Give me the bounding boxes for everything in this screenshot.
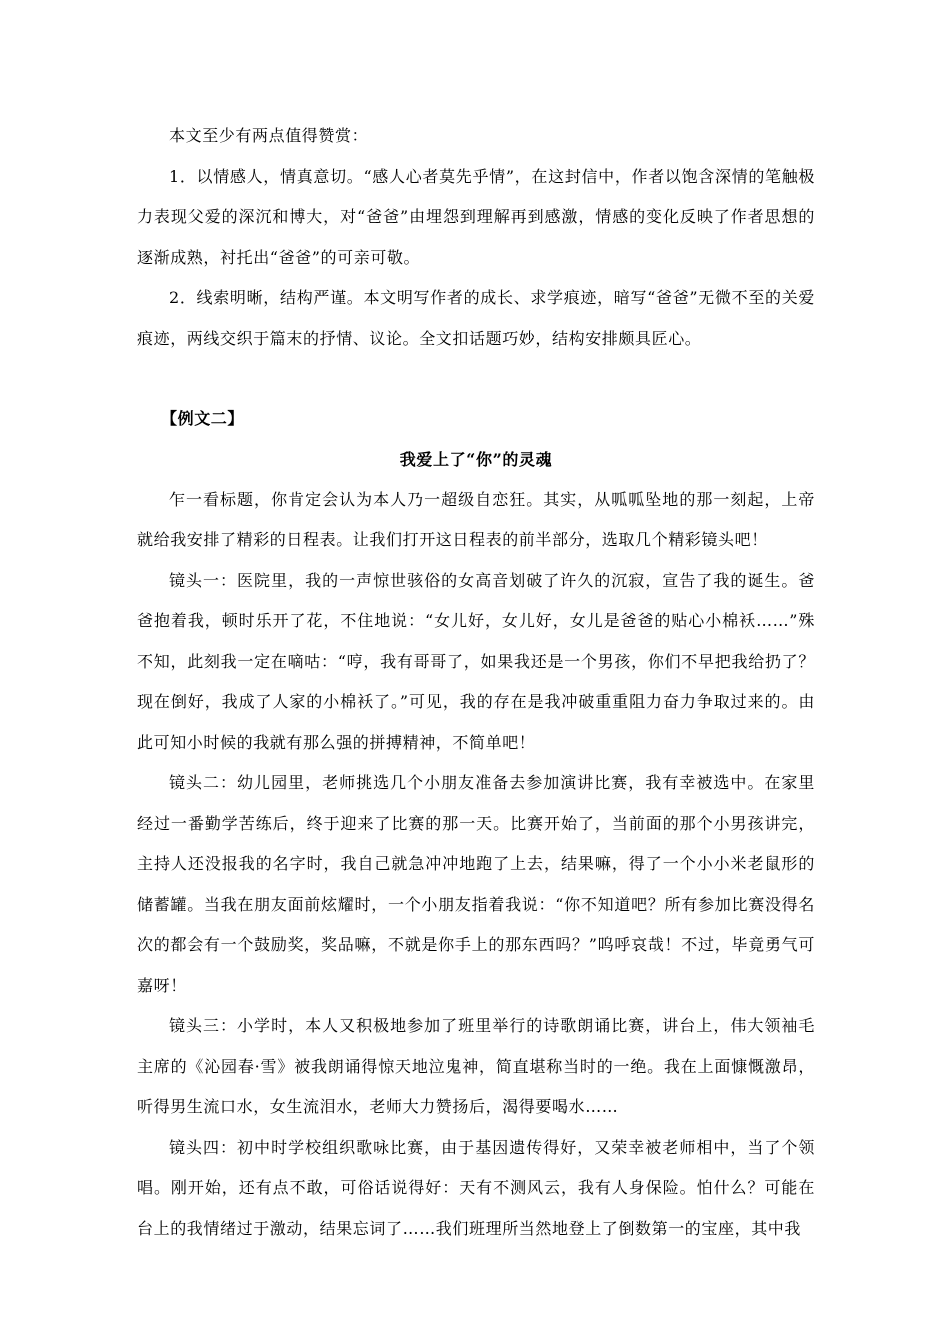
commentary-point-1: 1．以情感人，情真意切。“感人心者莫先乎情”，在这封信中，作者以饱含深情的笔触极力表现父爱的深沉和博大，对“爸爸”由埋怨到理解再到感激，情感的变化反映了作者思想的逐渐成熟，衬托出“爸爸”的可亲可敬。 — [137, 166, 815, 267]
essay-paragraph-scene-4: 镜头四：初中时学校组织歌咏比赛，由于基因遗传得好，又荣幸被老师相中，当了个领唱。刚开始，还有点不敢，可俗话说得好：天有不测风云，我有人身保险。怕什么？可能在台上的我情绪过于激动，结果忘词了……我们班理所当然地登上了倒数第一的宝座，其中我 — [137, 1137, 815, 1238]
section-spacer — [137, 359, 815, 399]
essay-paragraph-intro: 乍一看标题，你肯定会认为本人乃一超级自恋狂。其实，从呱呱坠地的那一刻起，上帝就给我安排了精彩的日程表。让我们打开这日程表的前半部分，选取几个精彩镜头吧！ — [137, 489, 815, 549]
document-body — [137, 116, 815, 1249]
essay-title: 我爱上了“你”的灵魂 — [399, 449, 553, 469]
example-label: 【例文二】 — [161, 409, 245, 428]
commentary-point-2: 2．线索明晰，结构严谨。本文明写作者的成长、求学痕迹，暗写“爸爸”无微不至的关爱痕迹，两线交织于篇末的抒情、议论。全文扣话题巧妙，结构安排颇具匠心。 — [137, 288, 815, 348]
commentary-intro: 本文至少有两点值得赞赏： — [169, 126, 369, 145]
essay-paragraph-scene-1: 镜头一：医院里，我的一声惊世骇俗的女高音划破了许久的沉寂，宣告了我的诞生。爸爸抱着我，顿时乐开了花，不住地说：“女儿好，女儿好，女儿是爸爸的贴心小棉袄……”殊不知，此刻我一定在嘀咕：“哼，我有哥哥了，如果我还是一个男孩，你们不早把我给扔了？现在倒好，我成了人家的小棉袄了。”可见，我的存在是我冲破重重阻力奋力争取过来的。由此可知小时候的我就有那么强的拼搏精神，不简单吧！ — [137, 570, 815, 752]
essay-paragraph-scene-2: 镜头二：幼儿园里，老师挑选几个小朋友准备去参加演讲比赛，我有幸被选中。在家里经过一番勤学苦练后，终于迎来了比赛的那一天。比赛开始了，当前面的那个小男孩讲完，主持人还没报我的名字时，我自己就急冲冲地跑了上去，结果嘛，得了一个小小米老鼠形的储蓄罐。当我在朋友面前炫耀时，一个小朋友指着我说：“你不知道吧？所有参加比赛没得名次的都会有一个鼓励奖，奖品嘛，不就是你手上的那东西吗？”呜呼哀哉！不过，毕竟勇气可嘉呀！ — [137, 773, 815, 995]
essay-paragraph-scene-3: 镜头三：小学时，本人又积极地参加了班里举行的诗歌朗诵比赛，讲台上，伟大领袖毛主席的《沁园春·雪》被我朗诵得惊天地泣鬼神，简直堪称当时的一绝。我在上面慷慨激昂，听得男生流口水，女生流泪水，老师大力赞扬后，渴得要喝水…… — [137, 1016, 815, 1116]
